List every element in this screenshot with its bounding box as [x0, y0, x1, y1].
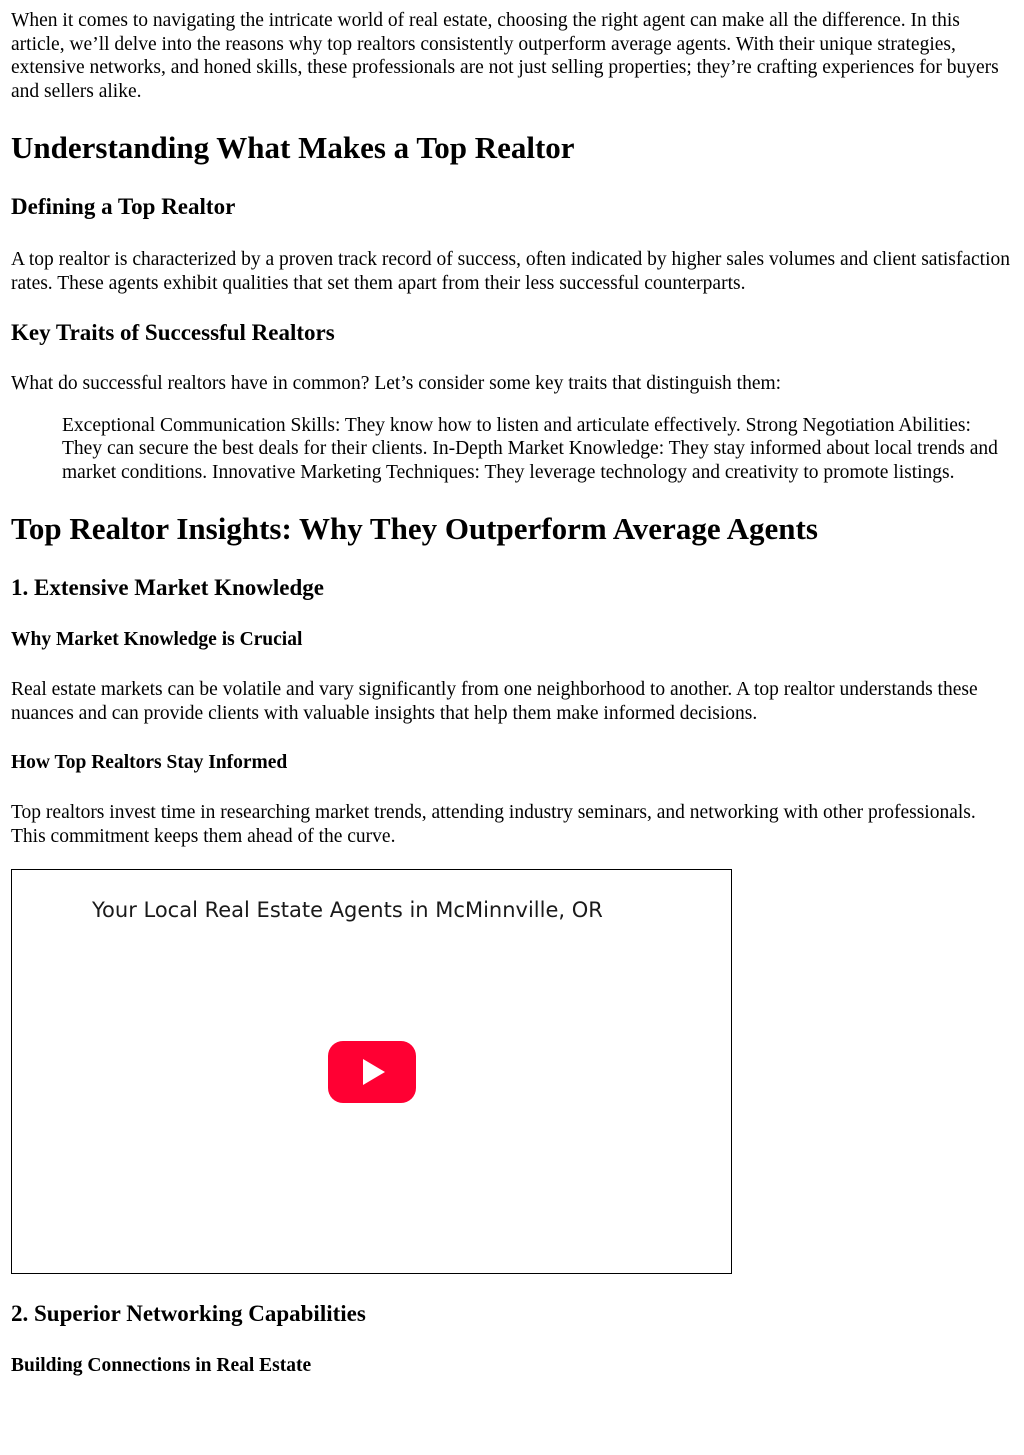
play-icon — [328, 1041, 416, 1103]
intro-paragraph: When it comes to navigating the intricate world of real estate, choosing the right agent can make all the difference. In this article, we’ll delve into the reasons why top realtors consistently outperform average agents. With their unique strategies, extensive networks, and honed skills, these professionals are not just selling properties; they’re crafting experiences for buyers and sellers alike. — [11, 10, 999, 102]
article-page — [0, 9, 1024, 1455]
heading-understanding-top-realtor: Understanding What Makes a Top Realtor — [11, 130, 575, 165]
heading-extensive-market-knowledge: 1. Extensive Market Knowledge — [11, 575, 325, 600]
play-button[interactable] — [328, 1041, 416, 1103]
heading-top-realtor-insights: Top Realtor Insights: Why They Outperform Average Agents — [11, 511, 818, 546]
traits-blockquote: Exceptional Communication Skills: They know how to listen and articulate effectively. Strong Negotiation Abilities: They can secure the best deals for their clients. In-Depth Market Knowledge: They stay informed about local trends and market conditions. Innovative Marketing Techniques: They leverage technology and creativity to promote listings. — [62, 414, 998, 483]
heading-building-connections: Building Connections in Real Estate — [11, 1355, 312, 1376]
video-title[interactable]: Your Local Real Estate Agents in McMinnville, OR — [92, 898, 603, 922]
heading-defining-top-realtor: Defining a Top Realtor — [11, 194, 236, 219]
heading-key-traits: Key Traits of Successful Realtors — [11, 320, 335, 345]
heading-superior-networking: 2. Superior Networking Capabilities — [11, 1301, 366, 1326]
crucial-paragraph: Real estate markets can be volatile and vary significantly from one neighborhood to another. A top realtor understands these nuances and can provide clients with valuable insights that help them make informed decisions. — [11, 679, 978, 724]
defining-paragraph: A top realtor is characterized by a proven track record of success, often indicated by higher sales volumes and client satisfaction rates. These agents exhibit qualities that set them apart from their less successful counterparts. — [11, 249, 1011, 294]
video-embed[interactable] — [11, 869, 732, 1274]
traits-paragraph: What do successful realtors have in common? Let’s consider some key traits that distinguish them: — [11, 373, 782, 394]
informed-paragraph: Top realtors invest time in researching market trends, attending industry seminars, and networking with other professionals. This commitment keeps them ahead of the curve. — [11, 802, 976, 847]
heading-stay-informed: How Top Realtors Stay Informed — [11, 752, 288, 773]
heading-why-market-knowledge: Why Market Knowledge is Crucial — [11, 629, 303, 650]
